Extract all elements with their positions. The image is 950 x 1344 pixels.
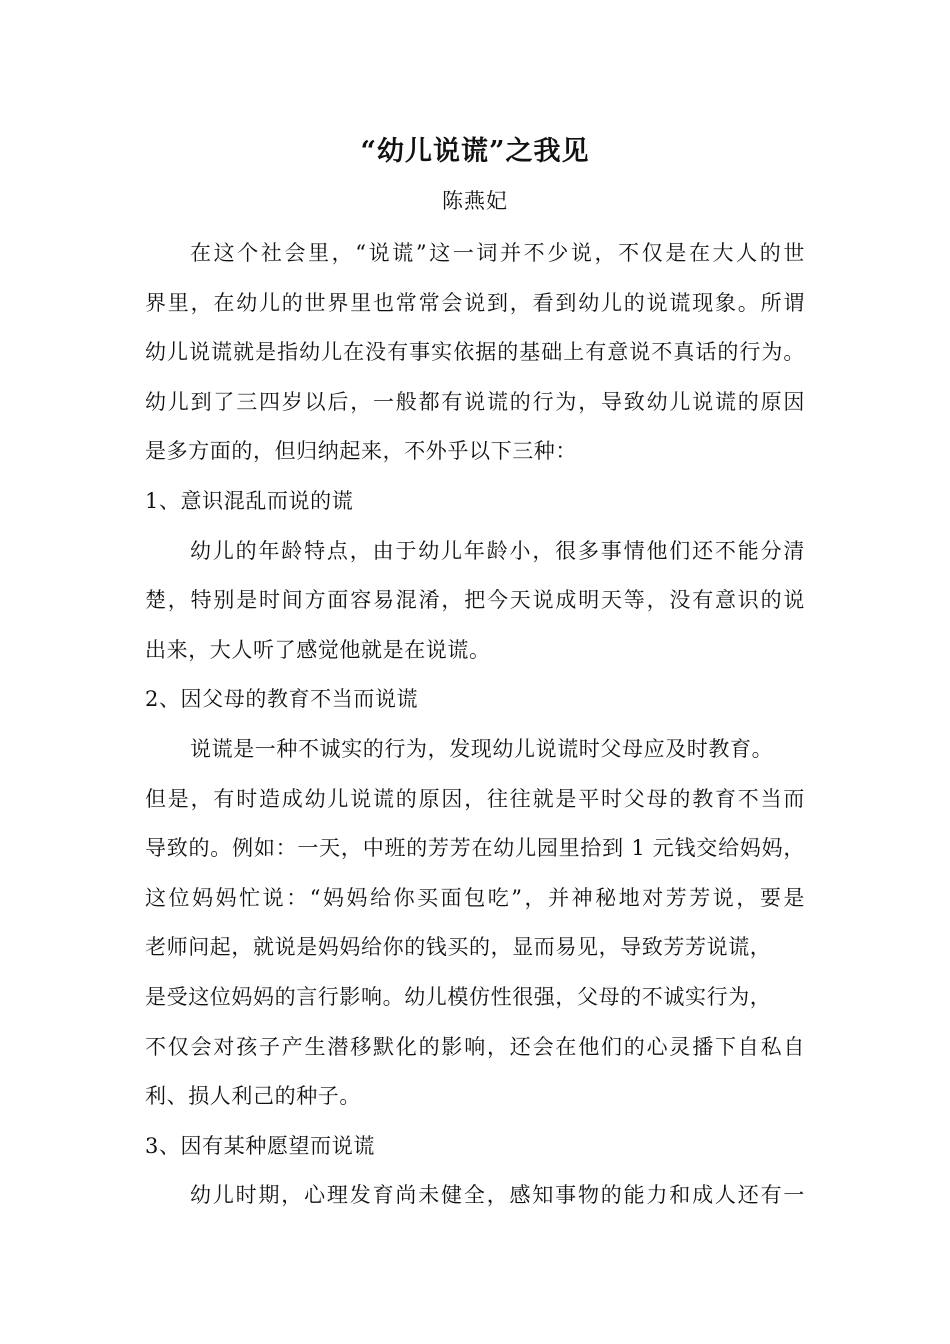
section-heading: 2、因父母的教育不当而说谎 xyxy=(145,687,419,712)
paragraph-line: 说谎是一种不诚实的行为，发现幼儿说谎时父母应及时教育。 xyxy=(190,736,774,761)
section-heading: 1、意识混乱而说的谎 xyxy=(145,488,354,513)
paragraph-line: 幼儿到了三四岁以后，一般都有说谎的行为，导致幼儿说谎的原因 xyxy=(145,389,805,414)
paragraph-line: 不仅会对孩子产生潜移默化的影响，还会在他们的心灵播下自私自 xyxy=(145,1034,805,1059)
paragraph-line: 幼儿说谎就是指幼儿在没有事实依据的基础上有意说不真话的行为。 xyxy=(145,340,805,365)
paragraph-line: 导致的。例如：一天，中班的芳芳在幼儿园里拾到 1 元钱交给妈妈， xyxy=(145,836,805,861)
section-heading: 3、因有某种愿望而说谎 xyxy=(145,1133,375,1158)
paragraph-line: 幼儿时期，心理发育尚未健全，感知事物的能力和成人还有一 xyxy=(190,1183,805,1208)
paragraph-line: 是多方面的，但归纳起来，不外乎以下三种： xyxy=(145,439,577,464)
paragraph-line: 界里，在幼儿的世界里也常常会说到，看到幼儿的说谎现象。所谓 xyxy=(145,290,805,315)
document-author: 陈燕妃 xyxy=(442,189,508,213)
paragraph-line: 这位妈妈忙说：“妈妈给你买面包吃”，并神秘地对芳芳说，要是 xyxy=(145,885,805,910)
paragraph-line: 幼儿的年龄特点，由于幼儿年龄小，很多事情他们还不能分清 xyxy=(190,538,805,563)
paragraph-line: 楚，特别是时间方面容易混淆，把今天说成明天等，没有意识的说 xyxy=(145,588,805,613)
paragraph-line: 但是，有时造成幼儿说谎的原因，往往就是平时父母的教育不当而 xyxy=(145,786,805,811)
paragraph-line: 老师问起，就说是妈妈给你的钱买的，显而易见，导致芳芳说谎， xyxy=(145,935,772,960)
document-title: “幼儿说谎”之我见 xyxy=(360,136,590,167)
document-body xyxy=(145,229,815,1221)
paragraph-line: 利、损人利己的种子。 xyxy=(145,1084,361,1109)
paragraph-line: 是受这位妈妈的言行影响。幼儿模仿性很强，父母的不诚实行为， xyxy=(145,984,772,1009)
paragraph-line: 出来，大人听了感觉他就是在说谎。 xyxy=(145,637,491,662)
paragraph-line: 在这个社会里，“说谎”这一词并不少说，不仅是在大人的世 xyxy=(190,241,805,265)
